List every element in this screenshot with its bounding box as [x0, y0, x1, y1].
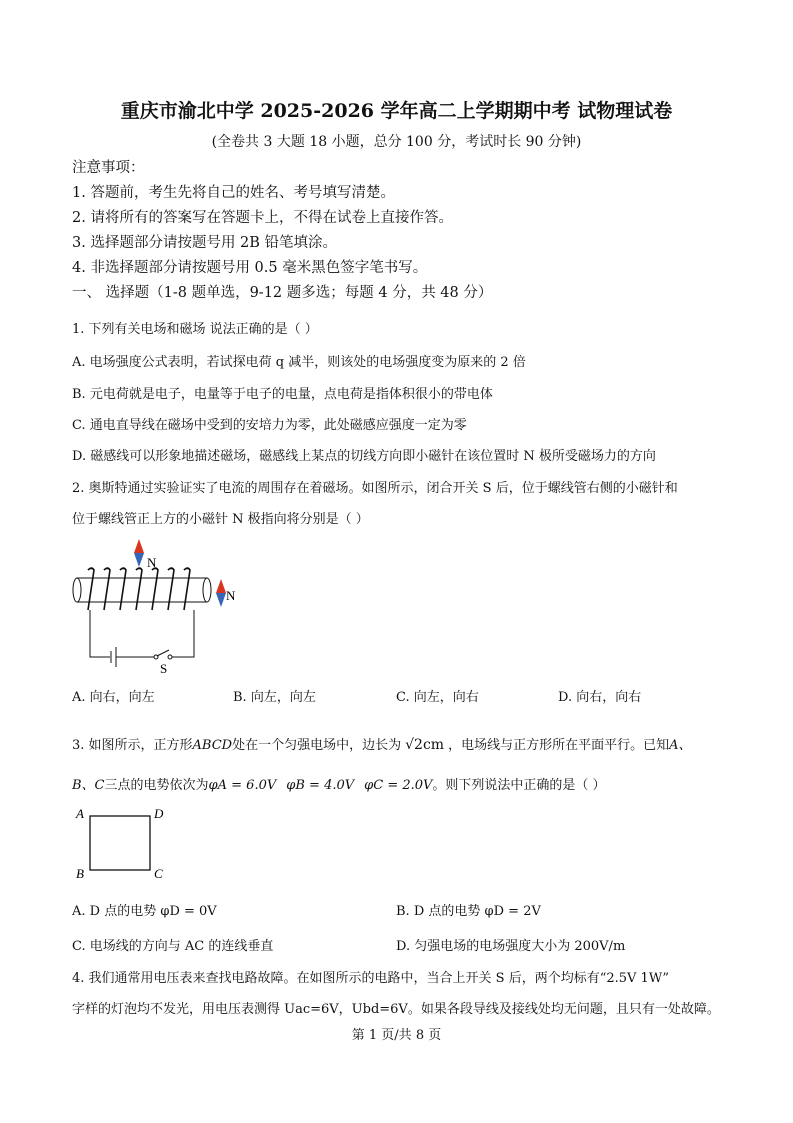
note-item: 4. 非选择题部分请按题号用 0.5 毫米黑色签字笔书写。	[72, 260, 428, 276]
question-1-option-c: C. 通电直导线在磁场中受到的安培力为零，此处磁感应强度一定为零	[72, 418, 467, 433]
battery-icon	[111, 647, 116, 667]
question-2-stem-line1: 2. 奥斯特通过实验证实了电流的周围存在着磁场。如图所示，闭合开关 S 后，位于螺线管右侧的小磁针和	[72, 481, 678, 496]
section-heading: 一、 选择题（1-8 题单选，9-12 题多选；每题 4 分，共 48 分）	[72, 285, 493, 301]
page-number: 第 1 页/共 8 页	[351, 1028, 442, 1043]
compass-top-icon	[134, 539, 144, 567]
exam-title: 重庆市渝北中学 2025-2026 学年高二上学期期中考 试物理试卷	[120, 100, 673, 122]
question-3-option-d: D. 匀强电场的电场强度大小为 200V/m	[396, 939, 626, 954]
question-2-option-d: D. 向右，向右	[558, 690, 642, 705]
compass-right-icon	[216, 579, 226, 607]
question-4-stem-line1: 4. 我们通常用电压表来查找电路故障。在如图所示的电路中，当合上开关 S 后，两个均标有“2.5V 1W”	[72, 971, 670, 986]
question-1-option-b: B. 元电荷就是电子，电量等于电子的电量，点电荷是指体积很小的带电体	[72, 387, 493, 402]
question-3-option-c: C. 电场线的方向与 AC 的连线垂直	[72, 939, 274, 954]
switch-label: S	[160, 661, 168, 675]
question-1-stem: 1. 下列有关电场和磁场 说法正确的是（ ）	[72, 322, 318, 337]
switch-icon	[154, 650, 172, 659]
question-2-stem-line2: 位于螺线管正上方的小磁针 N 极指向将分别是（ ）	[72, 512, 369, 527]
question-3-option-b: B. D 点的电势 φD = 2V	[396, 904, 541, 919]
solenoid	[73, 568, 211, 610]
note-item: 1. 答题前，考生先将自己的姓名、考号填写清楚。	[72, 185, 395, 201]
svg-text:D: D	[154, 806, 164, 821]
question-3-stem-line1: 3. 如图所示，正方形ABCD处在一个匀强电场中，边长为 √2cm ，电场线与正方形所在平面平行。已知A、	[72, 737, 692, 753]
compass-top-label: N	[147, 555, 157, 570]
question-1-option-d: D. 磁感线可以形象地描述磁场，磁感线上某点的切线方向即小磁针在该位置时 N 极所受磁场力的方向	[72, 449, 656, 464]
note-item: 3. 选择题部分请按题号用 2B 铅笔填涂。	[72, 235, 338, 251]
question-1-option-a: A. 电场强度公式表明，若试探电荷 q 减半，则该处的电场强度变为原来的 2 倍	[72, 355, 526, 370]
solenoid-circuit-figure	[66, 535, 256, 675]
svg-text:B: B	[76, 866, 84, 881]
question-2-option-b: B. 向左，向左	[233, 690, 316, 705]
question-2-option-a: A. 向右，向左	[72, 690, 155, 705]
question-2-option-c: C. 向左，向右	[396, 690, 479, 705]
exam-subtitle: (全卷共 3 大题 18 小题，总分 100 分，考试时长 90 分钟)	[211, 134, 582, 150]
svg-text:A: A	[76, 806, 84, 821]
question-3-option-a: A. D 点的电势 φD = 0V	[72, 904, 217, 919]
notes-heading: 注意事项：	[72, 160, 145, 176]
svg-text:C: C	[154, 866, 163, 881]
compass-right-label: N	[226, 588, 236, 603]
question-4-stem-line2: 字样的灯泡均不发光，用电压表测得 Uac=6V，Ubd=6V。如果各段导线及接线处均无问题，且只有一处故障。	[72, 1002, 720, 1017]
square-abcd-figure	[72, 804, 172, 882]
question-3-stem-line2: B、C三点的电势依次为φA = 6.0V φB = 4.0V φC = 2.0V。则下列说法中正确的是（ ）	[72, 778, 606, 793]
note-item: 2. 请将所有的答案写在答题卡上，不得在试卷上直接作答。	[72, 210, 453, 226]
